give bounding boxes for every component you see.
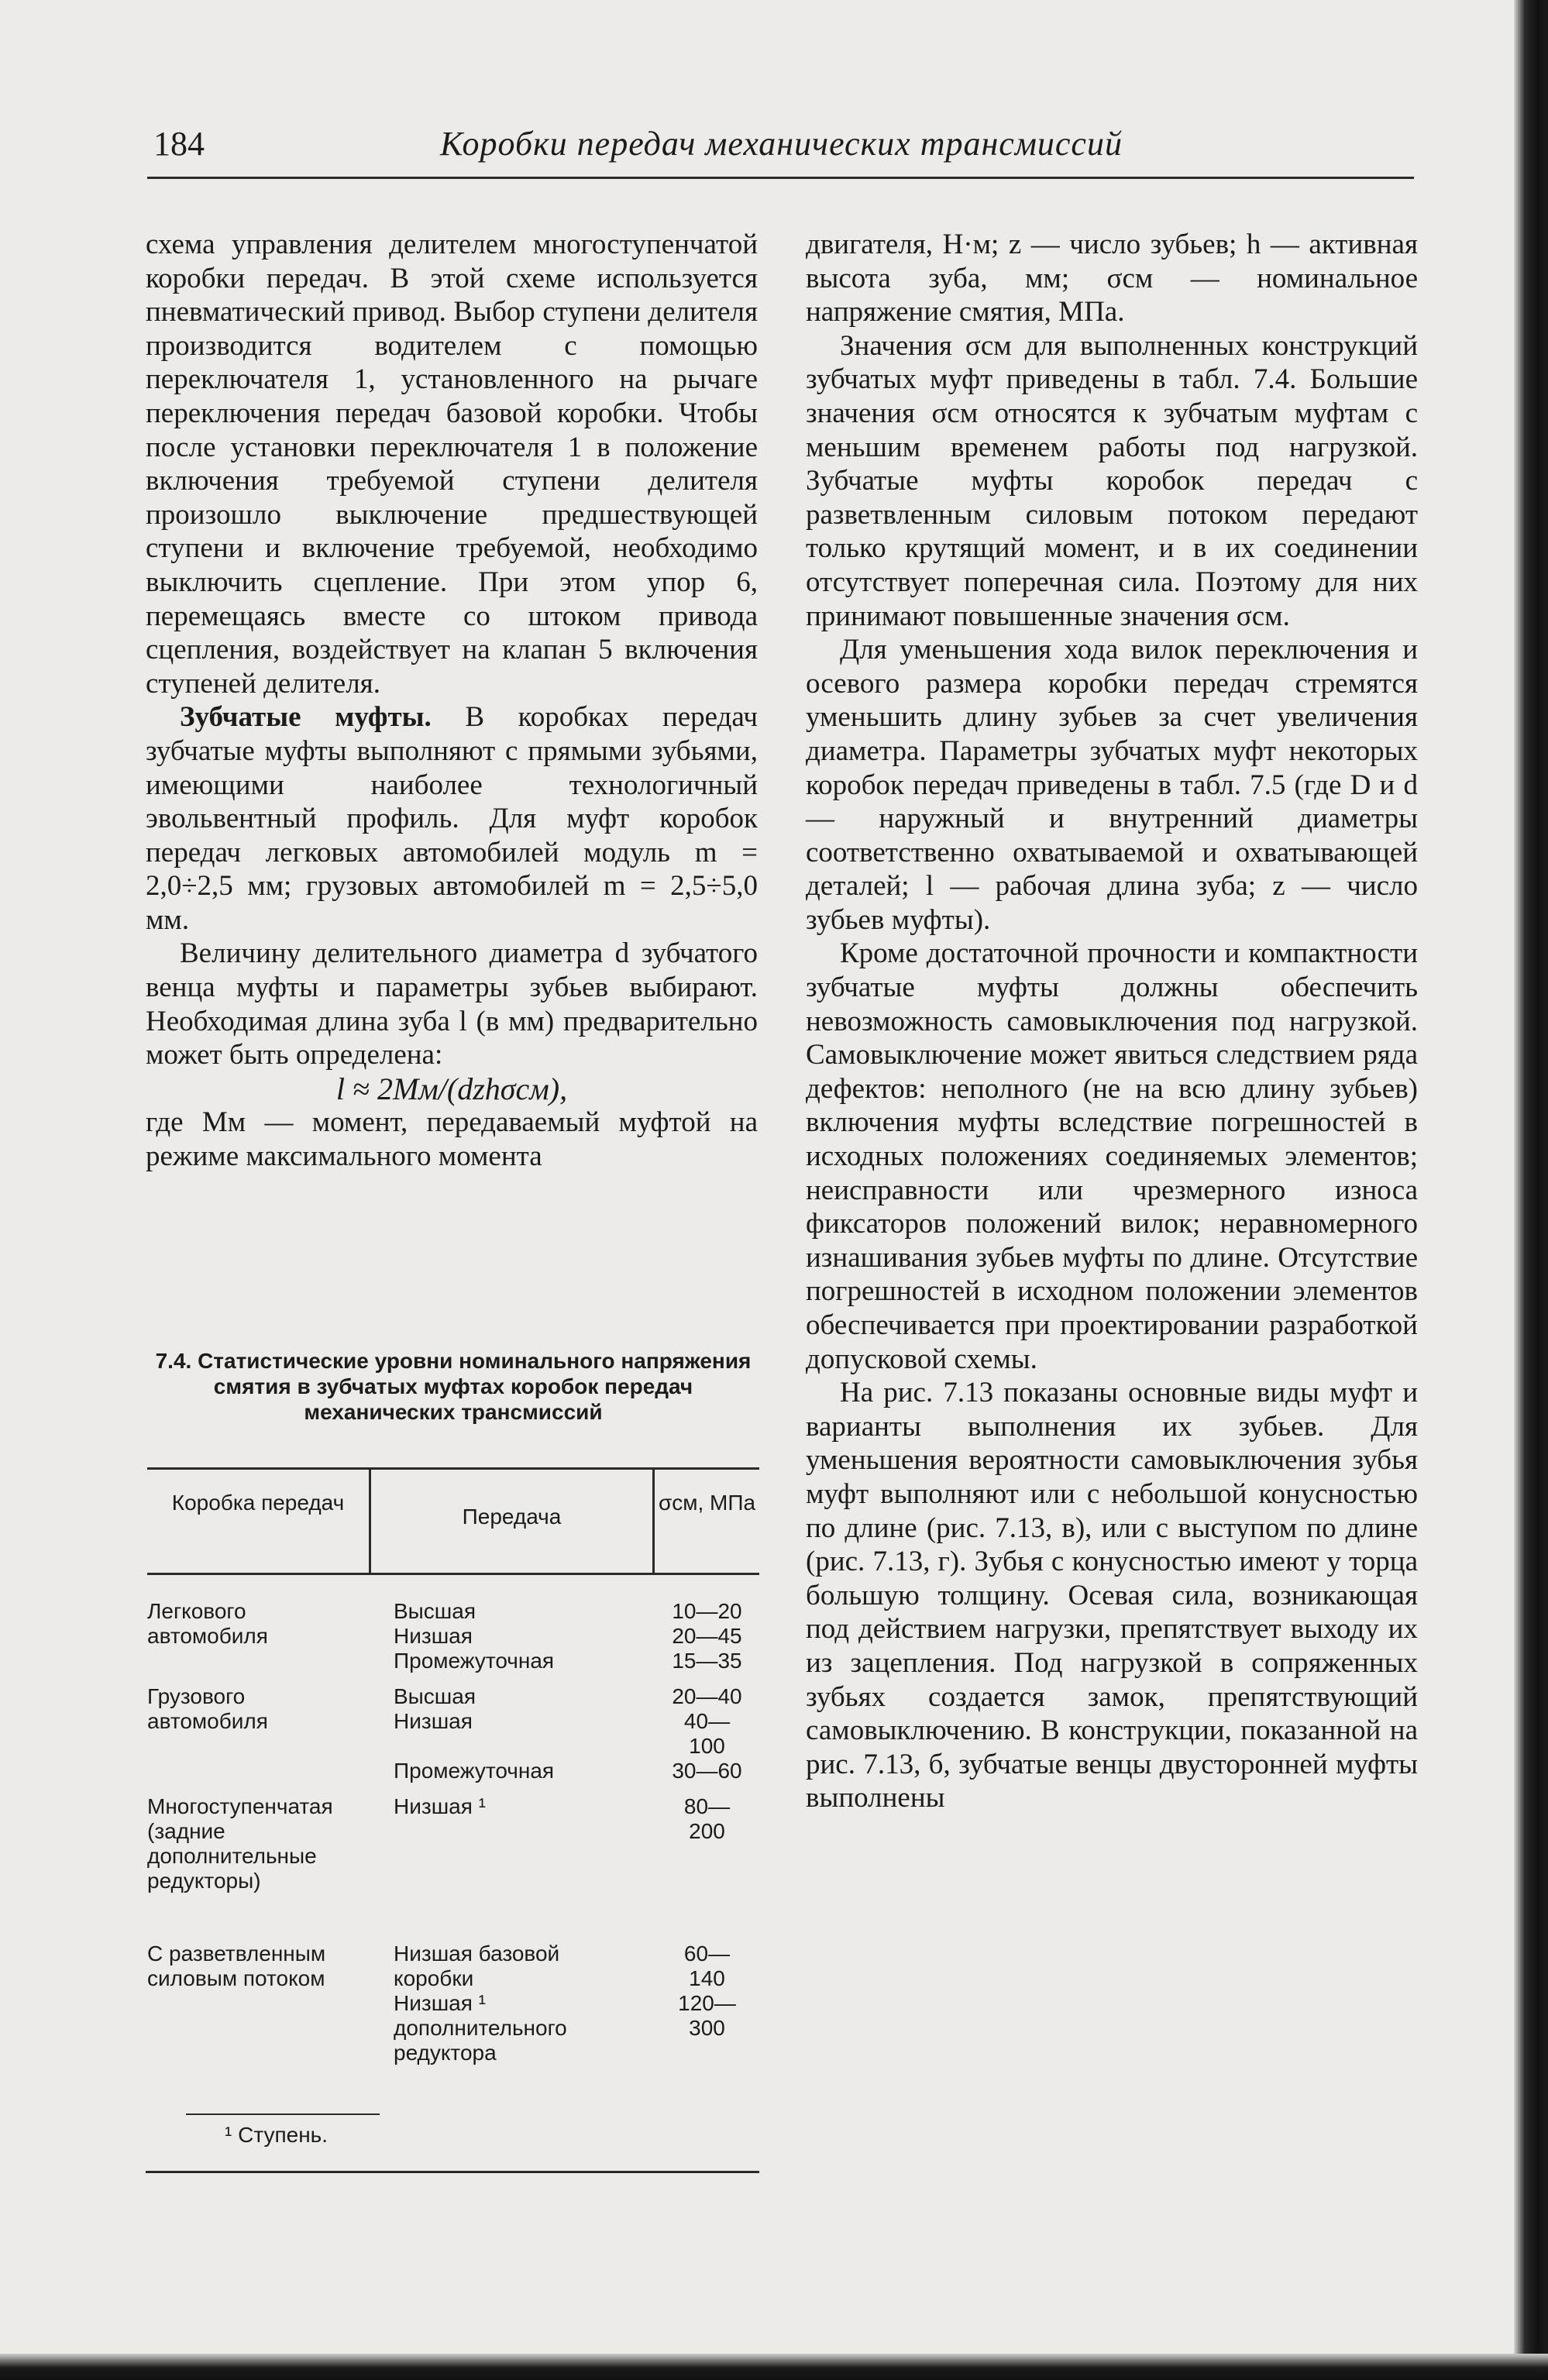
table-cell-value: 80— 200 [683,1794,731,1843]
formula: l ≈ 2Mм/(dzhσсм), [335,1071,568,1106]
table-caption: 7.4. Статистические уровни номинального напряжения смятия в зубчатых муфтах коробок передач механических трансмиссий [155,1349,752,1424]
scan-edge-bottom [0,2354,1548,2380]
table-cell-gear: Низшая ¹ [394,1794,486,1818]
right-column [806,228,1418,1815]
table-cell-box: Грузового автомобиля [147,1684,268,1733]
table-cell-value: 60— 140 120— 300 [678,1941,736,2040]
table-7-4 [147,1467,759,2149]
left-paragraph-1: схема управления делителем многоступенчатой коробки передач. В этой схеме используется пневматический привод. Выбор ступени делителя производится водителем с помощью переключателя 1, установленного на рычаге переключения передач базовой коробки. Чтобы после установки переключателя 1 в положение включения требуемой ступени делителя произошло выключение предшествующей ступени и включение требуемой, необходимо выключить сцепление. При этом упор 6, перемещаясь вместе со штоком привода сцепления, воздействует на клапан 5 включения ступеней делителя. [146,229,758,700]
table-header-box: Коробка передач [171,1491,345,1515]
left-column [146,228,758,1174]
page-number: 184 [153,125,205,163]
table-cell-box: Легкового автомобиля [147,1599,268,1648]
table-cell-gear: Высшая Низшая Промежуточная [394,1684,555,1783]
table-header-stress: σсм, МПа [658,1491,756,1515]
table-header-gear: Передача [462,1505,562,1529]
table-header-divider [652,1467,655,1573]
left-paragraph-3: Величину делительного диаметра d зубчатого венца муфты и параметры зубьев выбирают. Необходимая длина зуба l (в мм) предварительно может быть определена: [146,937,758,1071]
table-rule-top [147,1467,759,1470]
left-paragraph-2-text: В коробках передач зубчатые муфты выполняют с прямыми зубьями, имеющими наиболее технологичный эвольвентный профиль. Для муфт коробок передач легковых автомобилей модуль m = 2,0÷2,5 мм; грузовых автомобилей m = 2,5÷5,0 мм. [146,701,758,936]
right-paragraph-1: двигателя, Н·м; z — число зубьев; h — активная высота зуба, мм; σсм — номинальное напряжение смятия, МПа. [806,229,1418,328]
right-paragraph-4: Кроме достаточной прочности и компактности зубчатые муфты должны обеспечить невозможность самовыключения под нагрузкой. Самовыключение может явиться следствием ряда дефектов: неполного (не на всю длину зубьев) включения муфты вследствие погрешностей в исходных положениях соединяемых элементов; неисправности или чрезмерного износа фиксаторов положений вилок; неравномерного изнашивания зубьев муфты по длине. Отсутствие погрешностей в исходном положении элементов обеспечивается при проектировании разработкой допусковой схемы. [806,937,1418,1375]
left-paragraph-4: где Mм — момент, передаваемый муфтой на режиме максимального момента [146,1106,758,1173]
table-cell-gear: Высшая Низшая Промежуточная [394,1599,555,1673]
table-cell-gear: Низшая базовой коробки Низшая ¹ дополнительного редуктора [394,1941,567,2065]
table-cell-value: 20—40 40— 100 30—60 [672,1684,742,1783]
scan-edge-right [1514,0,1548,2380]
table-footnote: ¹ Ступень. [225,2123,329,2147]
footnote-rule [186,2113,380,2115]
right-paragraph-5: На рис. 7.13 показаны основные виды муфт и варианты выполнения их зубьев. Для уменьшения вероятности самовыключения зубья муфт выполняют или с небольшой конусностью по длине (рис. 7.13, в), или с выступом по длине (рис. 7.13, г). Зубья с конусностью имеют у торца большую толщину. Осевая сила, возникающая под действием нагрузки, препятствует выходу их из зацепления. Под нагрузкой в сопряженных зубьях создается замок, препятствующий самовыключению. В конструкции, показанной на рис. 7.13, б, зубчатые венцы двусторонней муфты выполнены [806,1377,1418,1814]
table-cell-box: Многоступенчатая (задние дополнительные редукторы) [147,1794,333,1893]
running-title: Коробки передач механических трансмиссий [440,125,1123,163]
left-paragraph-2 [146,700,758,937]
table-cell-box: С разветвленным силовым потоком [147,1941,326,1990]
table-rule-header [147,1573,759,1575]
section-heading: Зубчатые муфты. [180,701,432,734]
running-header [153,124,1424,178]
right-paragraph-2: Значения σсм для выполненных конструкций зубчатых муфт приведены в табл. 7.4. Большие значения σсм относятся к зубчатым муфтам с меньшим временем работы под нагрузкой. Зубчатые муфты коробок передач с разветвленным силовым потоком передают только крутящий момент, и в их соединении отсутствует поперечная сила. Поэтому для них принимают повышенные значения σсм. [806,329,1418,632]
header-rule [147,177,1414,179]
table-cell-value: 10—20 20—45 15—35 [672,1599,742,1673]
table-rule-bottom [146,2171,759,2173]
right-paragraph-3: Для уменьшения хода вилок переключения и осевого размера коробки передач стремятся уменьшить длину зубьев за счет увеличения диаметра. Параметры зубчатых муфт некоторых коробок передач приведены в табл. 7.5 (где D и d — наружный и внутренний диаметры соответственно охватываемой и охватывающей деталей; l — рабочая длина зуба; z — число зубьев муфты). [806,634,1418,936]
